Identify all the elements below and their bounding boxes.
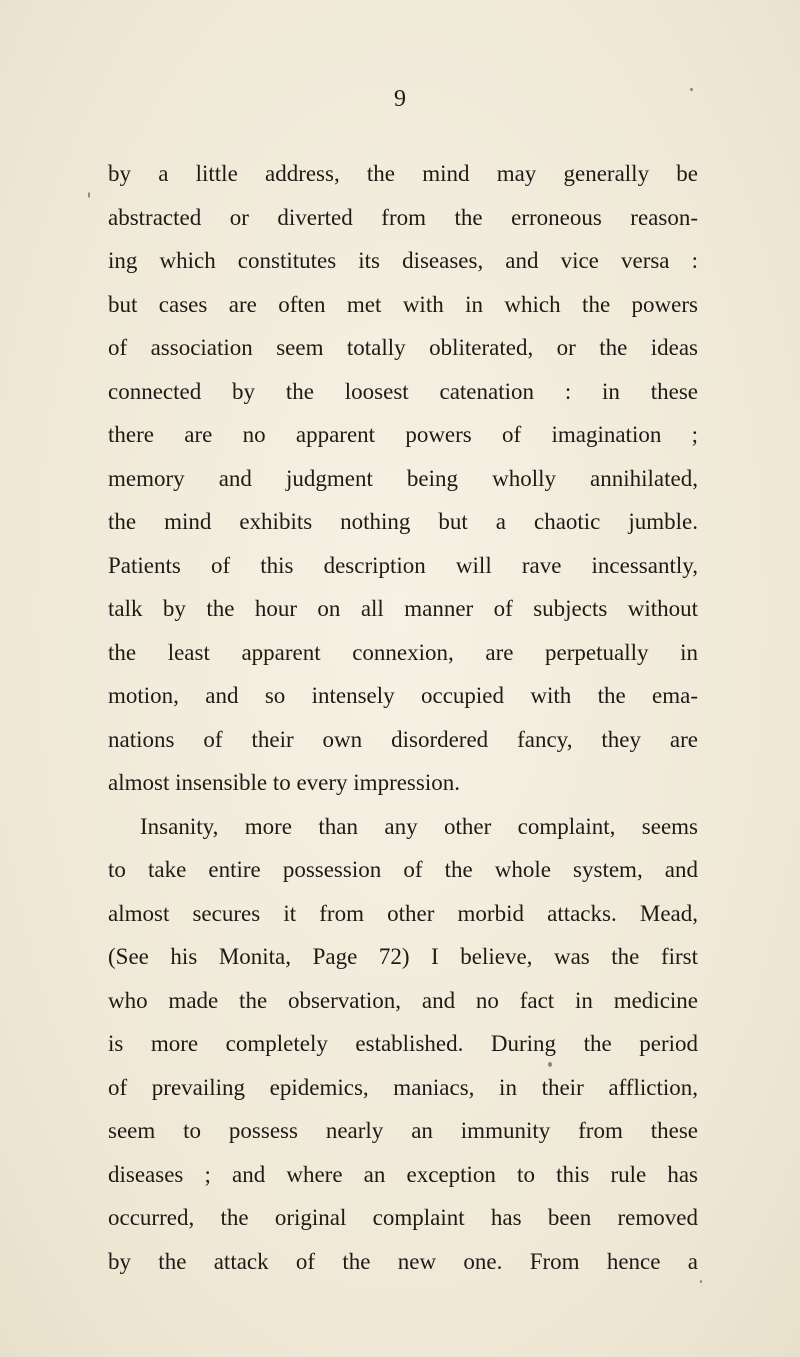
text-line-7: there are no apparent powers of imagination ; [108,422,698,447]
text-line-15: almost insensible to every impression. [108,770,460,795]
text-line-5: of association seem totally obliterated, or the ideas [108,335,698,360]
text-line-18: almost secures it from other morbid attacks. Mead, [108,900,698,926]
text-line-10: Patients of this description will rave incessantly, [108,552,698,578]
text-line-1: by a little address, the mind may generally be [108,161,698,186]
text-line-6: connected by the loosest catenation : in these [108,378,698,404]
text-line-12: the least apparent connexion, are perpetually in [108,639,698,665]
text-line-4: but cases are often met with in which the powers [108,291,698,317]
paper-speck [88,192,90,198]
paper-speck [700,1280,702,1283]
text-line-11: talk by the hour on all manner of subjects without [108,596,698,621]
paper-speck [548,1062,552,1067]
text-line-9: the mind exhibits nothing but a chaotic jumble. [108,509,698,534]
text-line-2: abstracted or diverted from the erroneous reason- [108,204,698,230]
text-line-22: of prevailing epidemics, maniacs, in their affliction, [108,1074,698,1100]
text-line-13: motion, and so intensely occupied with the ema- [108,683,698,708]
text-line-25: occurred, the original complaint has been removed [108,1205,698,1230]
text-line-19: (See his Monita, Page 72) I believe, was the first [108,944,698,969]
body-text [108,152,698,1283]
text-line-16: Insanity, more than any other complaint, seems [140,813,698,839]
text-line-8: memory and judgment being wholly annihilated, [108,465,698,491]
text-line-26: by the attack of the new one. From hence a [108,1248,698,1274]
paper-speck [690,88,693,91]
text-line-3: ing which constitutes its diseases, and vice versa : [108,248,698,273]
text-line-24: diseases ; and where an exception to this rule has [108,1161,698,1187]
text-line-20: who made the observation, and no fact in medicine [108,987,698,1013]
text-line-23: seem to possess nearly an immunity from these [108,1118,698,1143]
text-line-17: to take entire possession of the whole system, and [108,857,698,882]
page-number: 9 [394,86,406,112]
text-line-21: is more completely established. During the period [108,1031,698,1056]
text-line-14: nations of their own disordered fancy, they are [108,726,698,752]
